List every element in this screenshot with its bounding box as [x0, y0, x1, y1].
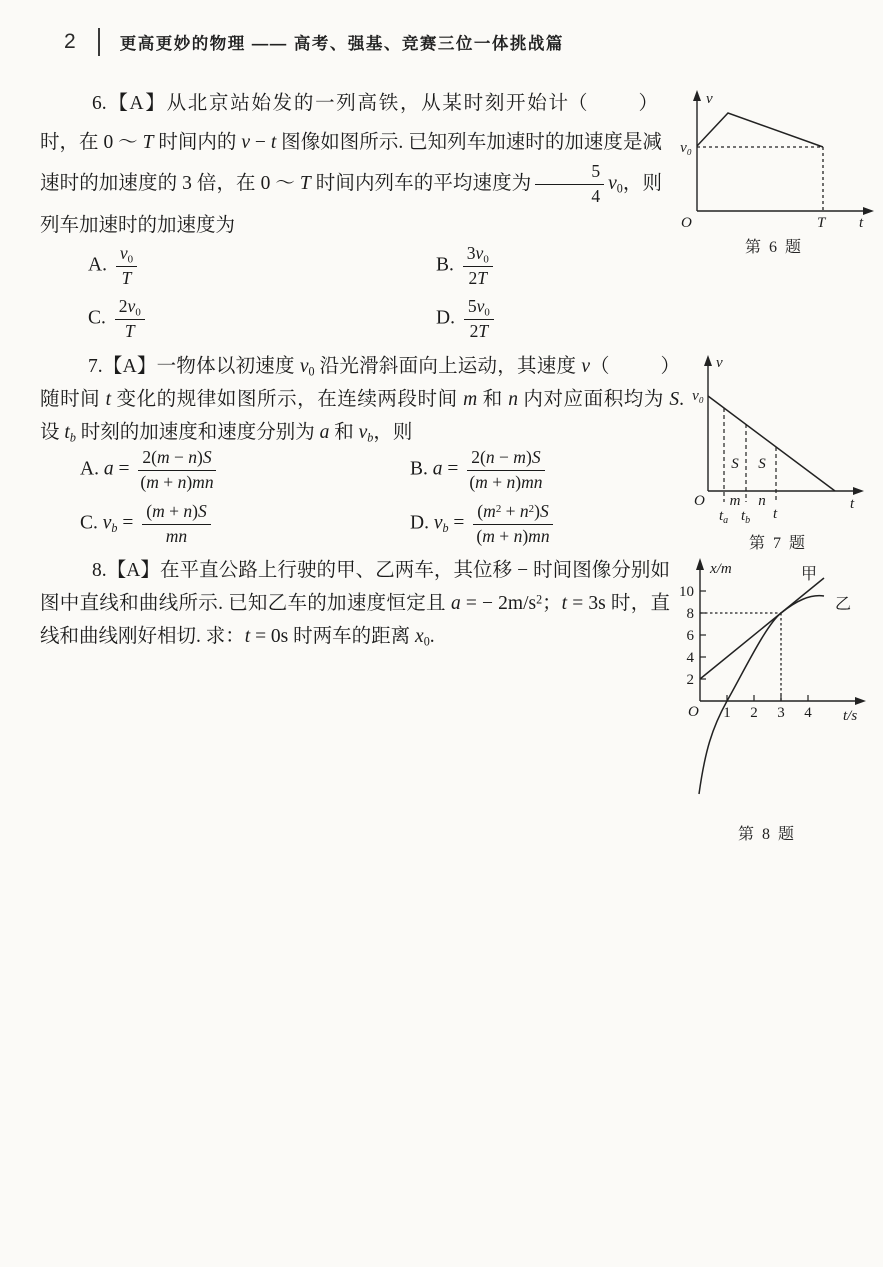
problem-7-options — [80, 448, 680, 547]
v-axis-label: v — [706, 91, 713, 107]
area-S2-label: S — [758, 456, 766, 472]
area-S1-label: S — [731, 456, 739, 472]
ta-label: $t_a$ — [719, 508, 729, 526]
x-axis-arrow — [696, 558, 704, 570]
xtick-label-4: 4 — [804, 705, 812, 721]
t-axis-label: t — [859, 215, 864, 231]
option-6-d: D. $\frac{5v_0}{2T}$ — [436, 297, 662, 341]
figure-8-graph — [658, 556, 876, 818]
xtick-label-3: 3 — [777, 705, 785, 721]
book-title: 更高更妙的物理 —— 高考、强基、竞赛三位一体挑战篇 — [119, 35, 564, 53]
v-axis-arrow — [693, 90, 701, 101]
origin-label: O — [688, 704, 699, 720]
v-axis-label: v — [716, 355, 723, 371]
vt-curve — [697, 113, 823, 147]
y-axis-label: x/m — [710, 561, 732, 577]
origin-label: O — [694, 493, 705, 509]
problem-7-text — [40, 350, 684, 449]
curve-yi-label: 乙 — [835, 596, 852, 613]
xtick-label-1: 1 — [723, 705, 731, 721]
v0-label: v₀ — [692, 388, 704, 404]
figure-7-caption: 第 7 题 — [748, 535, 807, 552]
ytick-label-6: 6 — [686, 628, 694, 644]
vt-line — [708, 396, 835, 491]
t-axis-arrow — [855, 697, 866, 705]
problem-7-body: 7.【A】一物体以初速度 $v_0$ 沿光滑斜面向上运动，其速度 v 随时间 t 变化的规律如图所示，在连续两段时间 m 和 n 内对应面积均为 S. 设 $t_b$ 时刻的加速度和速度分别为 a 和 $v_b$，则 — [40, 356, 684, 445]
T-label: T — [817, 215, 826, 231]
figure-6-graph — [668, 86, 880, 231]
problem-8-text — [40, 554, 670, 653]
problem-6-options — [88, 244, 662, 342]
v-axis-arrow — [704, 355, 712, 366]
option-7-b: B. a = $\frac{2(n - m)S}{(m + n)mn}$ — [410, 448, 680, 492]
page-header — [64, 28, 564, 56]
interval-n-label: n — [758, 493, 766, 509]
ytick-label-2: 2 — [686, 672, 694, 688]
option-6-a: A. $\frac{v_0}{T}$ — [88, 244, 436, 288]
problem-6-body: 6.【A】从北京站始发的一列高铁，从某时刻开始计时，在 0 ～ T 时间内的 v − t 图像如图所示. 已知列车加速时的加速度是减速时的加速度的 3 倍，在 0 ～ T 时间内列车的平均速度为 $\frac{5}{4}$ $v_0$，则列车加速时的加速度为 — [40, 93, 662, 237]
option-6-c: C. $\frac{2v_0}{T}$ — [88, 297, 436, 341]
problem-7-paren: （ ） — [589, 356, 684, 377]
t-mark-label: t — [773, 506, 778, 522]
problem-8-body: 8.【A】在平直公路上行驶的甲、乙两车，其位移 − 时间图像分别如图中直线和曲线所示. 已知乙车的加速度恒定且 a = − $2m/s^2$；t = 3s 时，直线和曲线刚好相切. 求：t = 0s 时两车的距离 $x_0$. — [40, 560, 670, 649]
t-axis-label: t — [850, 496, 855, 512]
figure-6 — [668, 86, 880, 257]
xtick-label-2: 2 — [750, 705, 758, 721]
figure-7 — [678, 352, 878, 553]
curve-yi — [699, 596, 824, 794]
ytick-label-8: 8 — [686, 606, 694, 622]
figure-6-caption: 第 6 题 — [744, 239, 803, 256]
t-axis-arrow — [853, 487, 864, 495]
header-divider — [98, 28, 100, 56]
interval-m-label: m — [729, 493, 741, 509]
option-7-a: A. a = $\frac{2(m - n)S}{(m + n)mn}$ — [80, 448, 410, 492]
v0-label: v₀ — [680, 140, 692, 156]
figure-8-caption: 第 8 题 — [737, 826, 796, 843]
figure-7-graph — [678, 352, 878, 527]
t-axis-arrow — [863, 207, 874, 215]
line-jia-label: 甲 — [801, 566, 818, 583]
problem-6-paren: （ ） — [567, 93, 662, 114]
option-7-c: C. $v_b$ = $\frac{(m + n)S}{mn}$ — [80, 502, 410, 546]
tb-label: $t_b$ — [741, 508, 751, 526]
option-7-d: D. $v_b$ = $\frac{(m^2 + n^2)S}{(m + n)mn}$ — [410, 502, 680, 546]
option-6-b: B. $\frac{3v_0}{2T}$ — [436, 244, 662, 288]
figure-8 — [658, 556, 876, 844]
ytick-label-4: 4 — [686, 650, 694, 666]
ytick-label-10: 10 — [679, 584, 694, 600]
page-number: 2 — [64, 30, 76, 53]
x-axis-label: t/s — [843, 708, 858, 724]
line-jia — [700, 578, 824, 679]
problem-6-text — [40, 84, 662, 245]
origin-label: O — [681, 215, 692, 231]
